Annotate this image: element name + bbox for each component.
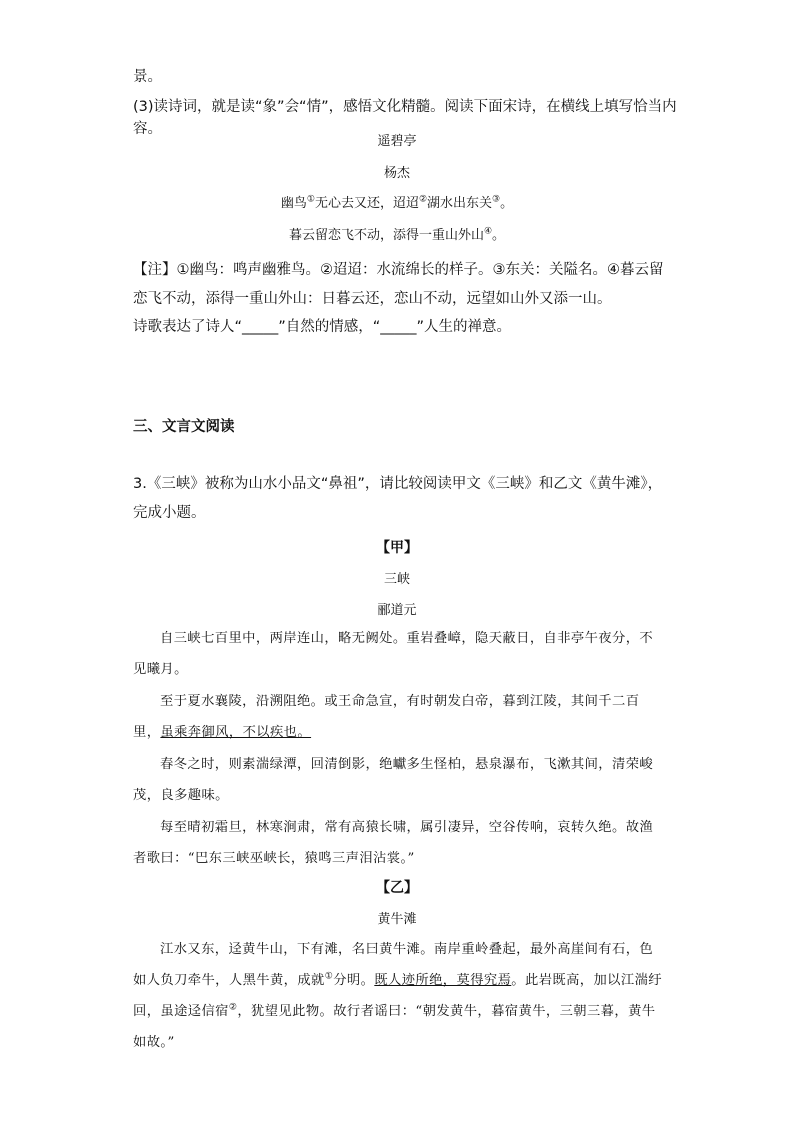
underlined-sentence: 虽乘奔御风，不以疾也。 (160, 725, 312, 740)
question-3: 3.《三峡》被称为山水小品文“鼻祖”，请比较阅读甲文《三峡》和乙文《黄牛滩》，完成小题。 (133, 476, 663, 521)
text-a-paragraph-3: 春冬之时，则素湍绿潭，回清倒影，绝巘多生怪柏，悬泉瀑布，飞漱其间，清荣峻茂，良多趣味。 (133, 757, 654, 803)
poem-note: 【注】①幽鸟：鸣声幽雅鸟。②迢迢：水流绵长的样子。③东关：关隘名。④暮云留恋飞不动，添得一重山外山：日暮云还，恋山不动，远望如山外又添一山。 (133, 262, 664, 307)
question-3-prompt: (3)读诗词，就是读“象”会“情”，感悟文化精髓。阅读下面宋诗，在横线上填写恰当内容。 (133, 99, 677, 137)
text-a-author: 郦道元 (377, 603, 417, 618)
poem-line-1: 幽鸟①无心去又还，迢迢②湖水出东关③。 (280, 194, 514, 211)
text-fragment: 景。 (133, 69, 162, 85)
text-b-paragraph-1: 江水又东，迳黄牛山，下有滩，名曰黄牛滩。南岸重岭叠起，最外高崖间有石，色如人负刀牵牛，人黑牛黄，成就①分明。既人迹所绝，莫得究焉。此岩既高，加以江湍纡回，虽途迳信宿②，犹望见此物。故行者谣曰：“朝发黄牛，暮宿黄牛，三朝三暮，黄牛如故。” (133, 942, 662, 1050)
text-a-label: 【甲】 (376, 540, 418, 556)
section-heading: 三、文言文阅读 (133, 419, 235, 435)
text-b-label: 【乙】 (376, 880, 418, 896)
poem-line-2: 暮云留恋飞不动，添得一重山外山④。 (288, 226, 506, 243)
fill-blank-question: 诗歌表达了诗人“_____”自然的情感，“_____”人生的禅意。 (133, 319, 512, 335)
text-a-paragraph-4: 每至晴初霜旦，林寒涧肃，常有高猿长啸，属引凄异，空谷传响，哀转久绝。故渔者歌曰：“巴东三峡巫峡长，猿鸣三声泪沾裳。” (133, 820, 654, 866)
underlined-sentence: 既人迹所绝，莫得究焉 (374, 973, 512, 988)
poem-title: 遥碧亭 (377, 134, 417, 149)
text-b-title: 黄牛滩 (377, 912, 417, 927)
text-a-paragraph-2: 至于夏水襄陵，沿溯阻绝。或王命急宣，有时朝发白帝，暮到江陵，其间千二百里，虽乘奔御风，不以疾也。 (133, 694, 640, 740)
text-a-paragraph-1: 自三峡七百里中，两岸连山，略无阙处。重岩叠嶂，隐天蔽日，自非亭午夜分，不见曦月。 (133, 631, 654, 677)
poem-author: 杨杰 (383, 166, 410, 181)
text-a-title: 三峡 (383, 572, 410, 587)
